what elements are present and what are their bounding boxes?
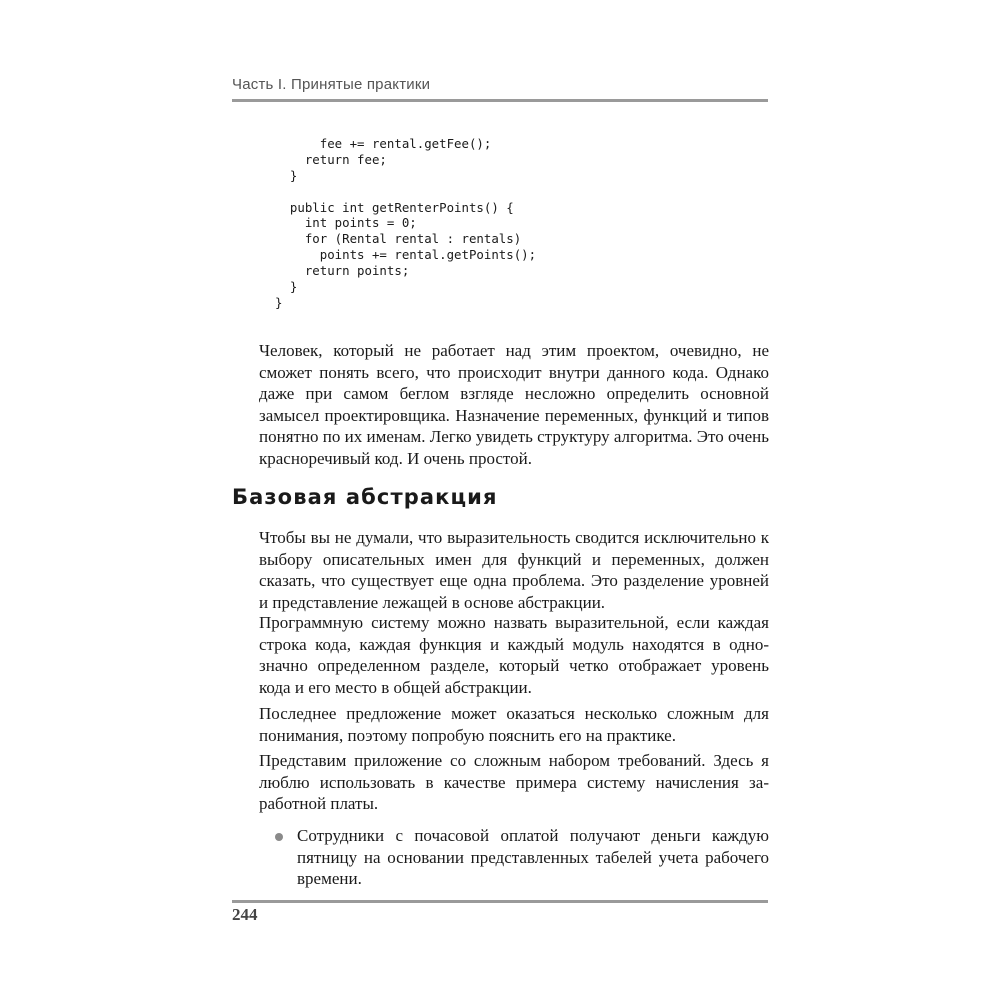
body-paragraph: Последнее предложение может оказаться несколько сложным для понимания, поэтому попробую пояснить его на практике. xyxy=(259,704,769,745)
code-line: } xyxy=(275,279,298,295)
code-line: } xyxy=(275,294,283,310)
body-paragraph: Чтобы вы не думали, что выразительность сводится исключительно к выбору описательных имен для функций и переменных, должен сказать, что существует еще одна проблема. Это разделение уровней и представление лежащей в основе абстракции. xyxy=(259,528,769,612)
code-listing xyxy=(275,136,536,311)
intro-paragraph: Человек, который не работает над этим проектом, очевидно, не сможет понять всего, что происходит внутри данного кода. Однако даже при самом беглом взгляде несложно определить основной замысел проектировщика. Назначение переменных, функций и типов понятно по их именам. Легко увидеть структуру алгоритма. Это очень красноречивый код. И очень простой. xyxy=(259,341,769,468)
code-line: public int getRenterPoints() { xyxy=(275,199,514,215)
running-head: Часть I. Принятые практики xyxy=(232,76,431,93)
code-line: for (Rental rental : rentals) xyxy=(275,231,522,247)
body-paragraph: Программную систему можно назвать выразительной, если каждая строка кода, каждая функция и каждый модуль находятся в однозначно определенном разделе, который четко отображает уровень кода и его место в общей абстракции. xyxy=(259,613,769,697)
code-line xyxy=(275,184,536,200)
body-paragraph: Представим приложение со сложным набором требований. Здесь я люблю использовать в качестве примера систему начисления заработной платы. xyxy=(259,751,769,814)
code-line: points += rental.getPoints(); xyxy=(275,247,537,263)
code-line: return fee; xyxy=(275,151,387,167)
page-number: 244 xyxy=(232,905,258,924)
header-rule xyxy=(232,99,768,102)
footer-rule xyxy=(232,900,768,903)
code-line: } xyxy=(275,167,298,183)
code-line: int points = 0; xyxy=(275,215,417,231)
code-line: fee += rental.getFee(); xyxy=(275,136,492,151)
code-line: return points; xyxy=(275,263,410,279)
section-heading: Базовая абстракция xyxy=(232,485,498,509)
bullet-icon xyxy=(275,833,283,841)
bullet-text: Сотрудники с почасовой оплатой получают деньги каждую пятницу на основании представленных табелей учета рабочего времени. xyxy=(297,826,769,889)
